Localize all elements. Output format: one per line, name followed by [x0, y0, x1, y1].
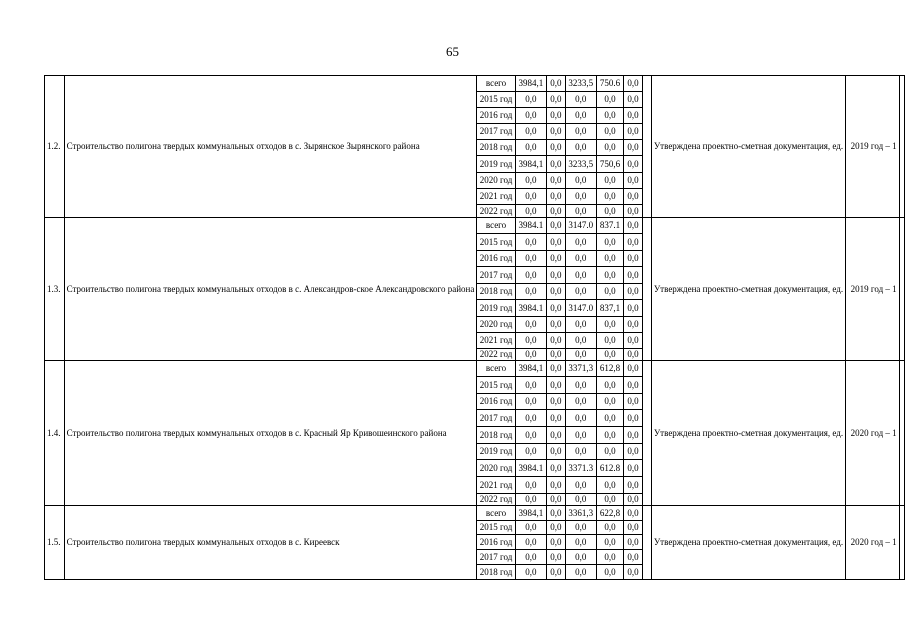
funding-value: 0,0: [547, 349, 566, 361]
funding-value: 0,0: [515, 410, 546, 427]
item-name: Строительство полигона твердых коммунальных отходов в с. Красный Яр Кривошеинского района: [64, 361, 477, 506]
funding-value: 0,0: [624, 427, 643, 444]
table-row: [45, 218, 905, 234]
period-label: 2016 год: [477, 535, 515, 550]
table-row: [45, 76, 905, 92]
funding-value: 3984,1: [515, 506, 546, 521]
result-indicator: Утверждена проектно-сметная документация, ед.: [651, 76, 845, 218]
period-label: 2017 год: [477, 124, 515, 140]
funding-value: 0,0: [624, 333, 643, 349]
funding-value: 0,0: [547, 300, 566, 317]
funding-value: 0,0: [596, 173, 623, 189]
funding-value: 0,0: [624, 234, 643, 251]
funding-value: 0,0: [547, 361, 566, 377]
funding-value: 0,0: [624, 189, 643, 205]
funding-value: 3984,1: [515, 76, 546, 92]
funding-value: 0,0: [596, 444, 623, 460]
funding-value: 0,0: [565, 477, 596, 494]
funding-value: 0,0: [515, 251, 546, 267]
funding-value: 0,0: [596, 394, 623, 410]
funding-value: 0,0: [596, 317, 623, 333]
funding-value: 0,0: [565, 124, 596, 140]
funding-value: 0,0: [515, 205, 546, 218]
funding-value: 0,0: [624, 460, 643, 477]
period-label: 2022 год: [477, 349, 515, 361]
edge-cell: [899, 361, 904, 506]
funding-value: 0,0: [596, 234, 623, 251]
funding-value: 0,0: [515, 108, 546, 124]
executor-cell: [643, 218, 652, 361]
funding-value: 750.6: [596, 76, 623, 92]
period-label: 2018 год: [477, 140, 515, 156]
funding-value: 0,0: [547, 521, 566, 535]
funding-value: 0,0: [596, 427, 623, 444]
item-number: 1.2.: [45, 76, 65, 218]
item-number: 1.3.: [45, 218, 65, 361]
period-label: 2015 год: [477, 234, 515, 251]
page-number: 65: [446, 44, 459, 59]
period-label: 2015 год: [477, 377, 515, 394]
funding-value: 0,0: [515, 550, 546, 565]
funding-value: 0,0: [515, 444, 546, 460]
funding-value: 0,0: [624, 108, 643, 124]
period-label: 2016 год: [477, 108, 515, 124]
funding-value: 612.8: [596, 460, 623, 477]
funding-value: 0,0: [624, 535, 643, 550]
funding-value: 0,0: [565, 349, 596, 361]
funding-value: 0,0: [547, 140, 566, 156]
funding-value: 0,0: [596, 140, 623, 156]
funding-value: 0,0: [596, 550, 623, 565]
funding-value: 0,0: [624, 394, 643, 410]
funding-value: 0,0: [565, 284, 596, 300]
funding-value: 0,0: [547, 92, 566, 108]
funding-value: 0,0: [547, 410, 566, 427]
period-label: 2018 год: [477, 284, 515, 300]
funding-value: 0,0: [515, 333, 546, 349]
funding-value: 0,0: [624, 76, 643, 92]
item-name: Строительство полигона твердых коммунальных отходов в с. Зырянское Зырянского района: [64, 76, 477, 218]
funding-value: 0,0: [624, 410, 643, 427]
funding-value: 0,0: [624, 550, 643, 565]
funding-value: 0,0: [547, 284, 566, 300]
funding-value: 0,0: [596, 92, 623, 108]
funding-value: 0,0: [515, 377, 546, 394]
period-label: 2017 год: [477, 267, 515, 284]
funding-value: 622,8: [596, 506, 623, 521]
funding-value: 0,0: [547, 477, 566, 494]
funding-value: 0,0: [624, 317, 643, 333]
funding-value: 0,0: [624, 506, 643, 521]
funding-value: 0,0: [547, 267, 566, 284]
table-row: [45, 361, 905, 377]
period-label: 2022 год: [477, 494, 515, 506]
funding-value: 0,0: [565, 251, 596, 267]
funding-value: 0,0: [515, 394, 546, 410]
edge-cell: [899, 218, 904, 361]
funding-value: 0,0: [565, 521, 596, 535]
funding-value: 3233,5: [565, 156, 596, 173]
funding-value: 0,0: [547, 333, 566, 349]
funding-value: 0,0: [547, 506, 566, 521]
funding-value: 0,0: [596, 189, 623, 205]
funding-value: 0,0: [515, 234, 546, 251]
period-label: 2016 год: [477, 394, 515, 410]
funding-value: 0,0: [596, 205, 623, 218]
funding-value: 0,0: [624, 205, 643, 218]
funding-value: 0,0: [565, 535, 596, 550]
target-value: 2020 год – 1: [846, 506, 900, 580]
funding-value: 750,6: [596, 156, 623, 173]
period-label: всего: [477, 361, 515, 377]
item-number: 1.5.: [45, 506, 65, 580]
funding-value: 0,0: [547, 156, 566, 173]
funding-value: 0,0: [547, 317, 566, 333]
funding-value: 0,0: [624, 444, 643, 460]
funding-value: 0,0: [515, 317, 546, 333]
funding-value: 0,0: [624, 377, 643, 394]
funding-value: 0,0: [515, 565, 546, 580]
funding-value: 3371.3: [565, 460, 596, 477]
funding-value: 0,0: [624, 173, 643, 189]
funding-value: 0,0: [624, 565, 643, 580]
funding-value: 0,0: [624, 477, 643, 494]
funding-value: 0,0: [547, 234, 566, 251]
funding-value: 0,0: [547, 108, 566, 124]
funding-value: 0,0: [547, 550, 566, 565]
funding-value: 0,0: [565, 205, 596, 218]
edge-cell: [899, 506, 904, 580]
period-label: 2015 год: [477, 521, 515, 535]
funding-value: 0,0: [596, 333, 623, 349]
funding-value: 0,0: [565, 173, 596, 189]
target-value: 2020 год – 1: [846, 361, 900, 506]
funding-value: 0,0: [565, 267, 596, 284]
funding-value: 0,0: [565, 189, 596, 205]
funding-value: 0,0: [624, 140, 643, 156]
funding-value: 0,0: [547, 205, 566, 218]
funding-value: 0,0: [596, 108, 623, 124]
funding-value: 0,0: [624, 267, 643, 284]
period-label: 2021 год: [477, 189, 515, 205]
period-label: всего: [477, 506, 515, 521]
funding-value: 0,0: [596, 377, 623, 394]
executor-cell: [643, 76, 652, 218]
period-label: 2019 год: [477, 300, 515, 317]
funding-value: 0,0: [547, 494, 566, 506]
executor-cell: [643, 506, 652, 580]
funding-value: 0,0: [596, 410, 623, 427]
funding-value: 0,0: [547, 124, 566, 140]
funding-value: 0,0: [565, 565, 596, 580]
period-label: 2020 год: [477, 460, 515, 477]
period-label: 2015 год: [477, 92, 515, 108]
funding-value: 0,0: [547, 394, 566, 410]
funding-value: 3984,1: [515, 156, 546, 173]
funding-value: 0,0: [565, 234, 596, 251]
funding-value: 0,0: [547, 460, 566, 477]
funding-value: 0,0: [624, 349, 643, 361]
funding-value: 0,0: [565, 410, 596, 427]
funding-value: 0,0: [596, 477, 623, 494]
funding-value: 0,0: [547, 444, 566, 460]
funding-value: 0,0: [596, 251, 623, 267]
funding-value: 0,0: [515, 92, 546, 108]
period-label: 2016 год: [477, 251, 515, 267]
period-label: 2021 год: [477, 333, 515, 349]
funding-value: 0,0: [596, 535, 623, 550]
funding-value: 0,0: [547, 173, 566, 189]
funding-value: 0,0: [565, 317, 596, 333]
funding-value: 0,0: [565, 140, 596, 156]
funding-value: 0,0: [624, 92, 643, 108]
funding-value: 0,0: [515, 427, 546, 444]
funding-value: 0,0: [547, 189, 566, 205]
funding-value: 3361,3: [565, 506, 596, 521]
funding-value: 0,0: [596, 521, 623, 535]
funding-value: 3984.1: [515, 300, 546, 317]
result-indicator: Утверждена проектно-сметная документация, ед.: [651, 506, 845, 580]
funding-value: 0,0: [624, 251, 643, 267]
funding-value: 0,0: [547, 427, 566, 444]
funding-value: 0,0: [547, 251, 566, 267]
period-label: 2019 год: [477, 444, 515, 460]
funding-value: 0,0: [515, 477, 546, 494]
funding-value: 0,0: [624, 156, 643, 173]
funding-value: 0,0: [624, 521, 643, 535]
funding-value: 0,0: [596, 267, 623, 284]
funding-value: 3233,5: [565, 76, 596, 92]
period-label: 2020 год: [477, 173, 515, 189]
item-name: Строительство полигона твердых коммунальных отходов в с. Александров-ское Александровского района: [64, 218, 477, 361]
funding-value: 0,0: [596, 284, 623, 300]
funding-value: 0,0: [565, 427, 596, 444]
funding-value: 612,8: [596, 361, 623, 377]
period-label: 2018 год: [477, 427, 515, 444]
funding-value: 3984,1: [515, 361, 546, 377]
funding-value: 0,0: [624, 218, 643, 234]
funding-value: 0,0: [624, 124, 643, 140]
target-value: 2019 год – 1: [846, 76, 900, 218]
period-label: 2021 год: [477, 477, 515, 494]
funding-value: 0,0: [624, 361, 643, 377]
funding-value: 837.1: [596, 218, 623, 234]
funding-value: 0,0: [515, 494, 546, 506]
funding-value: 0,0: [515, 535, 546, 550]
funding-value: 0,0: [515, 173, 546, 189]
period-label: 2022 год: [477, 205, 515, 218]
funding-value: 3984.1: [515, 218, 546, 234]
period-label: всего: [477, 76, 515, 92]
funding-value: 0,0: [547, 535, 566, 550]
period-label: 2018 год: [477, 565, 515, 580]
period-label: 2019 год: [477, 156, 515, 173]
funding-value: 0,0: [565, 333, 596, 349]
funding-value: 0,0: [515, 521, 546, 535]
funding-value: 3147.0: [565, 300, 596, 317]
funding-value: 0,0: [547, 377, 566, 394]
funding-value: 3984.1: [515, 460, 546, 477]
period-label: 2017 год: [477, 550, 515, 565]
funding-value: 0,0: [565, 444, 596, 460]
edge-cell: [899, 76, 904, 218]
period-label: 2017 год: [477, 410, 515, 427]
funding-value: 0,0: [565, 92, 596, 108]
funding-value: 0,0: [624, 494, 643, 506]
funding-value: 0,0: [596, 494, 623, 506]
funding-value: 0,0: [565, 550, 596, 565]
result-indicator: Утверждена проектно-сметная документация, ед.: [651, 218, 845, 361]
funding-value: 0,0: [515, 124, 546, 140]
program-measures-table: [44, 75, 905, 580]
funding-value: 0,0: [565, 108, 596, 124]
funding-value: 0,0: [596, 349, 623, 361]
funding-value: 837,1: [596, 300, 623, 317]
funding-value: 0,0: [515, 349, 546, 361]
executor-cell: [643, 361, 652, 506]
funding-value: 0,0: [596, 124, 623, 140]
period-label: всего: [477, 218, 515, 234]
result-indicator: Утверждена проектно-сметная документация, ед.: [651, 361, 845, 506]
funding-value: 0,0: [547, 565, 566, 580]
target-value: 2019 год – 1: [846, 218, 900, 361]
funding-value: 0,0: [565, 494, 596, 506]
funding-value: 0,0: [565, 377, 596, 394]
funding-value: 0,0: [547, 76, 566, 92]
item-name: Строительство полигона твердых коммунальных отходов в с. Киреевск: [64, 506, 477, 580]
funding-value: 0,0: [624, 284, 643, 300]
funding-value: 0,0: [515, 284, 546, 300]
funding-value: 0,0: [596, 565, 623, 580]
table-row: [45, 506, 905, 521]
funding-value: 0,0: [515, 140, 546, 156]
funding-value: 0,0: [565, 394, 596, 410]
item-number: 1.4.: [45, 361, 65, 506]
period-label: 2020 год: [477, 317, 515, 333]
funding-value: 0,0: [624, 300, 643, 317]
funding-value: 0,0: [547, 218, 566, 234]
funding-value: 0,0: [515, 189, 546, 205]
funding-value: 0,0: [515, 267, 546, 284]
funding-value: 3147.0: [565, 218, 596, 234]
funding-value: 3371,3: [565, 361, 596, 377]
